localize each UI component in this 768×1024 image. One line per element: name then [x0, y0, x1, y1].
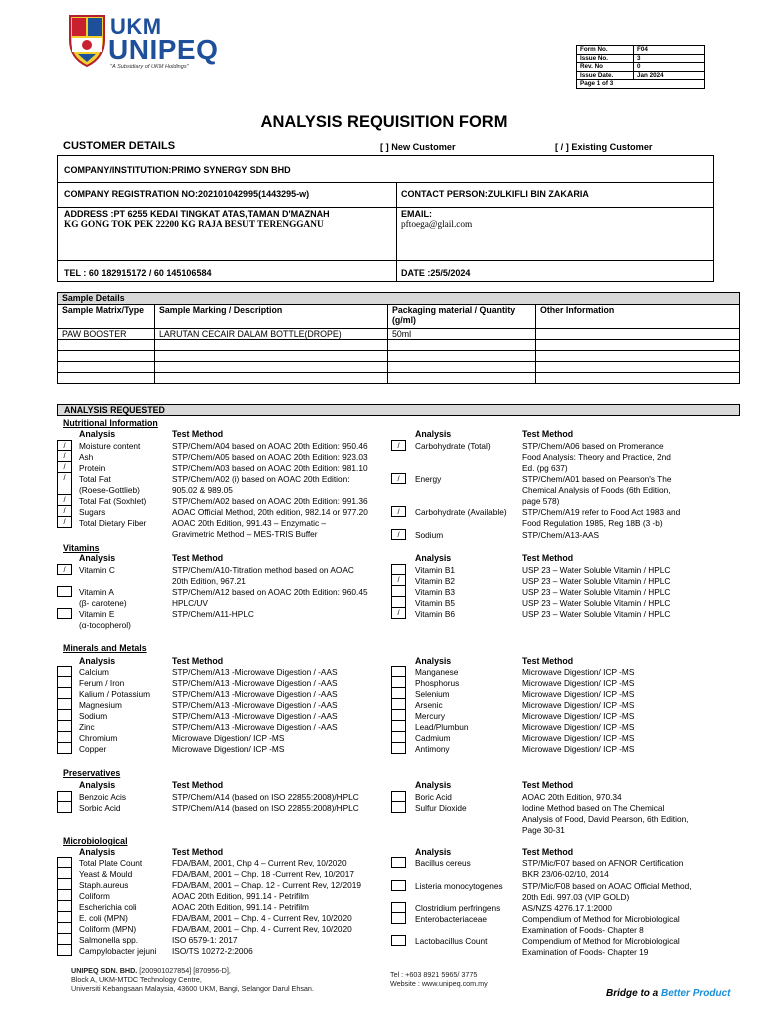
analysis-name: Kalium / Potassium	[79, 689, 151, 699]
pres-col-method-right: Test Method	[522, 780, 574, 790]
minerals-section-title: Minerals and Metals	[63, 643, 147, 653]
address-line-2[interactable]: KG GONG TOK PEK 22200 KG RAJA BESUT TERENGGANU	[64, 220, 324, 230]
arsenic-checkbox[interactable]	[391, 699, 406, 710]
e-coli-mpn-checkbox[interactable]	[57, 912, 72, 923]
test-method: Microwave Digestion/ ICP -MS	[522, 722, 635, 732]
nutritional-section-title: Nutritional Information	[63, 418, 158, 428]
analysis-name: Mercury	[415, 711, 445, 721]
footer-contact	[390, 970, 488, 988]
packaging-cell[interactable]: 50ml	[388, 329, 536, 340]
test-method: Microwave Digestion/ ICP -MS	[522, 689, 635, 699]
dietary-fiber-checkbox[interactable]: /	[57, 517, 72, 528]
test-method: USP 23 – Water Soluble Vitamin / HPLC	[522, 609, 671, 619]
min-col-method-right: Test Method	[522, 656, 574, 666]
col-sample-matrix: Sample Matrix/Type	[58, 305, 155, 329]
analysis-name: Vitamin B1	[415, 565, 455, 575]
analysis-name: Sulfur Dioxide	[415, 803, 467, 813]
analysis-name: Vitamin B2	[415, 576, 455, 586]
test-method: USP 23 – Water Soluble Vitamin / HPLC	[522, 576, 671, 586]
test-method: AOAC 20th Edition, 991.14 - Petrifilm	[172, 902, 309, 912]
analysis-name: Escherichia coli	[79, 902, 137, 912]
test-method: STP/Chem/A13 -Microwave Digestion / -AAS	[172, 711, 338, 721]
test-method: STP/Mic/F07 based on AFNOR Certification	[522, 858, 684, 868]
test-method: STP/Chem/A01 based on Pearson's The	[522, 474, 672, 484]
test-method: Gravimetric Method – MES-TRIS Buffer	[172, 529, 318, 539]
analysis-name: Total Dietary Fiber	[79, 518, 147, 528]
test-method: STP/Chem/A13 -Microwave Digestion / -AAS	[172, 700, 338, 710]
logo-ukm-text: UKM	[110, 14, 162, 39]
analysis-name: Calcium	[79, 667, 109, 677]
vit-col-analysis: Analysis	[79, 553, 116, 563]
total-fat-soxhlet-checkbox[interactable]: /	[57, 495, 72, 506]
test-method: STP/Chem/A19 refer to Food Act 1983 and	[522, 507, 681, 517]
vitamins-section-title: Vitamins	[63, 543, 100, 553]
analysis-name: Zinc	[79, 722, 95, 732]
campylobacter-checkbox[interactable]	[57, 945, 72, 956]
analysis-name: Arsenic	[415, 700, 443, 710]
test-method: STP/Chem/A13 -Microwave Digestion / -AAS	[172, 689, 338, 699]
test-method: Food Analysis: Theory and Practice, 2nd	[522, 452, 671, 462]
analysis-name: Vitamin C	[79, 565, 115, 575]
analysis-name: Chromium	[79, 733, 118, 743]
analysis-name: Salmonella spp.	[79, 935, 139, 945]
packaging-cell[interactable]	[388, 351, 536, 362]
test-method: STP/Chem/A02 (i) based on AOAC 20th Edition:	[172, 474, 350, 484]
nutri-col-method: Test Method	[172, 429, 224, 439]
nutri-col-method-right: Test Method	[522, 429, 574, 439]
company-field[interactable]: COMPANY/INSTITUTION:PRIMO SYNERGY SDN BHD	[64, 165, 291, 175]
sodium-checkbox[interactable]: /	[391, 529, 406, 540]
analysis-name: Enterobacteriaceae	[415, 914, 487, 924]
test-method: USP 23 – Water Soluble Vitamin / HPLC	[522, 587, 671, 597]
test-method: AS/NZS 4276.17.1:2000	[522, 903, 612, 913]
analysis-name: Cadmium	[415, 733, 451, 743]
date-field[interactable]: DATE :25/5/2024	[401, 268, 471, 278]
analysis-name: (α-tocopherol)	[79, 620, 131, 630]
test-method: Microwave Digestion/ ICP -MS	[522, 711, 635, 721]
carbohydrate-available-checkbox[interactable]: /	[391, 506, 406, 517]
test-method: Iodine Method based on The Chemical	[522, 803, 665, 813]
antimony-checkbox[interactable]	[391, 743, 406, 754]
copper-checkbox[interactable]	[57, 743, 72, 754]
test-method: STP/Chem/A04 based on AOAC 20th Edition: 950.46	[172, 441, 368, 451]
test-method: AOAC Official Method, 20th edition, 982.14 or 977.20	[172, 507, 368, 517]
table-row	[58, 351, 740, 362]
analysis-name: Total Fat (Soxhlet)	[79, 496, 147, 506]
analysis-name: E. coli (MPN)	[79, 913, 128, 923]
test-method: 20th Edition, 967.21	[172, 576, 246, 586]
footer-address-line-1: Block A, UKM-MTDC Technology Centre,	[71, 975, 202, 985]
form-title: ANALYSIS REQUISITION FORM	[260, 113, 508, 131]
listeria-checkbox[interactable]	[391, 880, 406, 891]
vitamin-e-checkbox[interactable]	[57, 608, 72, 619]
calcium-checkbox[interactable]	[57, 666, 72, 677]
test-method: 905.02 & 989.05	[172, 485, 233, 495]
analysis-name: Sorbic Acid	[79, 803, 121, 813]
vitamin-b6-checkbox[interactable]: /	[391, 608, 406, 619]
enterobacteriaceae-checkbox[interactable]	[391, 913, 406, 924]
carbohydrate-total-checkbox[interactable]: /	[391, 440, 406, 451]
protein-checkbox[interactable]: /	[57, 462, 72, 473]
vitamin-b3-checkbox[interactable]	[391, 586, 406, 597]
test-method: Compendium of Method for Microbiological	[522, 914, 680, 924]
sorbic-acid-checkbox[interactable]	[57, 802, 72, 813]
other-info-cell[interactable]	[536, 351, 740, 362]
col-sample-marking: Sample Marking / Description	[155, 305, 388, 329]
test-method: Page 30-31	[522, 825, 565, 835]
analysis-name: Lactobacillus Count	[415, 936, 488, 946]
chromium-checkbox[interactable]	[57, 732, 72, 743]
analysis-name: Sodium	[415, 530, 444, 540]
micro-col-analysis-right: Analysis	[415, 847, 452, 857]
page-number: Page 1 of 3	[577, 80, 705, 89]
sample-marking-cell[interactable]	[155, 351, 388, 362]
other-info-cell[interactable]	[536, 329, 740, 340]
vit-col-method: Test Method	[172, 553, 224, 563]
analysis-name: Ash	[79, 452, 94, 462]
test-method: STP/Chem/A14 (based on ISO 22855:2008)/HPLC	[172, 792, 359, 802]
phosphorus-checkbox[interactable]	[391, 677, 406, 688]
test-method: STP/Mic/F08 based on AOAC Official Method,	[522, 881, 692, 891]
registration-field[interactable]: COMPANY REGISTRATION NO:202101042995(1443295-w)	[64, 189, 310, 199]
boric-acid-checkbox[interactable]	[391, 791, 406, 802]
yeast-mould-checkbox[interactable]	[57, 868, 72, 879]
tagline-part-2: Better Product	[661, 988, 731, 999]
footer-address	[71, 966, 314, 994]
logo-subsidiary-text: "A Subsidiary of UKM Holdings"	[110, 64, 189, 70]
analysis-name: Campylobacter jejuni	[79, 946, 157, 956]
analysis-name: Sodium	[79, 711, 108, 721]
lactobacillus-checkbox[interactable]	[391, 935, 406, 946]
analysis-name: Phosphorus	[415, 678, 460, 688]
test-method: Analysis of Food, David Pearson, 6th Edition,	[522, 814, 689, 824]
analysis-name: Total Fat	[79, 474, 111, 484]
analysis-name: Manganese	[415, 667, 459, 677]
other-info-cell[interactable]	[536, 373, 740, 384]
analysis-requested-banner: ANALYSIS REQUESTED	[57, 404, 740, 416]
table-row	[58, 362, 740, 373]
test-method: 20th Edi. 997.03 (VIP GOLD)	[522, 892, 630, 902]
total-fat-checkbox[interactable]: /	[57, 473, 72, 495]
cadmium-checkbox[interactable]	[391, 732, 406, 743]
sample-marking-cell[interactable]: LARUTAN CECAIR DALAM BOTTLE(DROPE)	[155, 329, 388, 340]
form-no-value: F04	[634, 46, 705, 55]
test-method: Examination of Foods- Chapter 19	[522, 947, 649, 957]
test-method: FDA/BAM, 2001 – Chp. 4 - Current Rev, 10/2020	[172, 913, 352, 923]
staph-aureus-checkbox[interactable]	[57, 879, 72, 890]
total-plate-count-checkbox[interactable]	[57, 857, 72, 868]
test-method: Examination of Foods- Chapter 8	[522, 925, 644, 935]
vit-col-method-right: Test Method	[522, 553, 574, 563]
unipeq-crest-logo	[66, 12, 108, 70]
analysis-name: Antimony	[415, 744, 450, 754]
magnesium-checkbox[interactable]	[57, 699, 72, 710]
analysis-name: Boric Acid	[415, 792, 452, 802]
footer-website[interactable]: Website : www.unipeq.com.my	[390, 979, 488, 989]
mercury-checkbox[interactable]	[391, 710, 406, 721]
test-method: FDA/BAM, 2001 – Chap. 12 - Current Rev, 12/2019	[172, 880, 361, 890]
analysis-name: Energy	[415, 474, 442, 484]
test-method: FDA/BAM, 2001 – Chp. 18 -Current Rev, 10/2017	[172, 869, 355, 879]
test-method: Microwave Digestion/ ICP -MS	[522, 700, 635, 710]
vitamin-b5-checkbox[interactable]	[391, 597, 406, 608]
sugars-checkbox[interactable]: /	[57, 506, 72, 517]
footer-tagline	[606, 988, 730, 999]
analysis-name: Coliform (MPN)	[79, 924, 137, 934]
lead-checkbox[interactable]	[391, 721, 406, 732]
email-label: EMAIL:	[401, 209, 432, 219]
test-method: STP/Chem/A13 -Microwave Digestion / -AAS	[172, 667, 338, 677]
test-method: ISO/TS 10272-2:2006	[172, 946, 253, 956]
manganese-checkbox[interactable]	[391, 666, 406, 677]
moisture-checkbox[interactable]: /	[57, 440, 72, 451]
test-method: AOAC 20th Edition, 970.34	[522, 792, 622, 802]
existing-customer-option[interactable]: [ / ] Existing Customer	[555, 142, 653, 152]
vitamin-a-checkbox[interactable]	[57, 586, 72, 597]
analysis-name: Listeria monocytogenes	[415, 881, 503, 891]
micro-col-method-right: Test Method	[522, 847, 574, 857]
test-method: Food Regulation 1985, Reg 18B (3 -b)	[522, 518, 663, 528]
sodium-mineral-checkbox[interactable]	[57, 710, 72, 721]
packaging-cell[interactable]	[388, 362, 536, 373]
test-method: FDA/BAM, 2001, Chp 4 – Current Rev, 10/2020	[172, 858, 347, 868]
analysis-name: Coliform	[79, 891, 110, 901]
other-info-cell[interactable]	[536, 340, 740, 351]
sample-marking-cell[interactable]	[155, 373, 388, 384]
test-method: HPLC/UV	[172, 598, 208, 608]
form-info-table	[576, 45, 705, 89]
test-method: Compendium of Method for Microbiological	[522, 936, 680, 946]
zinc-checkbox[interactable]	[57, 721, 72, 732]
new-customer-option[interactable]: [ ] New Customer	[380, 142, 456, 152]
logo-unipeq-text: UNIPEQ	[108, 34, 219, 65]
analysis-name: Vitamin B3	[415, 587, 455, 597]
rev-no-label: Rev. No	[577, 63, 634, 72]
tagline-part-1: Bridge to a	[606, 988, 662, 999]
test-method: Microwave Digestion/ ICP -MS	[522, 667, 635, 677]
issue-date-label: Issue Date.	[577, 71, 634, 80]
test-method: STP/Chem/A06 based on Promerance	[522, 441, 664, 451]
pres-col-analysis-right: Analysis	[415, 780, 452, 790]
footer-company-name: UNIPEQ SDN. BHD.	[71, 966, 138, 975]
analysis-name: Staph.aureus	[79, 880, 129, 890]
test-method: Microwave Digestion/ ICP -MS	[172, 733, 285, 743]
bacillus-cereus-checkbox[interactable]	[391, 857, 406, 868]
sample-matrix-cell[interactable]	[58, 362, 155, 373]
micro-col-analysis: Analysis	[79, 847, 116, 857]
sample-marking-cell[interactable]	[155, 340, 388, 351]
analysis-name: Vitamin A	[79, 587, 114, 597]
test-method: USP 23 – Water Soluble Vitamin / HPLC	[522, 565, 671, 575]
analysis-name: Carbohydrate (Total)	[415, 441, 491, 451]
test-method: ISO 6579-1: 2017	[172, 935, 238, 945]
col-packaging: Packaging material / Quantity (g/ml)	[388, 305, 536, 329]
test-method: AOAC 20th Edition, 991.14 - Petrifilm	[172, 891, 309, 901]
analysis-name: Vitamin B6	[415, 609, 455, 619]
salmonella-checkbox[interactable]	[57, 934, 72, 945]
col-other-info: Other Information	[536, 305, 740, 329]
min-col-analysis: Analysis	[79, 656, 116, 666]
selenium-checkbox[interactable]	[391, 688, 406, 699]
e-coli-checkbox[interactable]	[57, 901, 72, 912]
vitamin-b2-checkbox[interactable]: /	[391, 575, 406, 586]
other-info-cell[interactable]	[536, 362, 740, 373]
vitamin-c-checkbox[interactable]: /	[57, 564, 72, 575]
vitamin-b1-checkbox[interactable]	[391, 564, 406, 575]
test-method: STP/Chem/A13 -Microwave Digestion / -AAS	[172, 678, 338, 688]
analysis-name: Vitamin B5	[415, 598, 455, 608]
analysis-name: Sugars	[79, 507, 106, 517]
table-row	[58, 340, 740, 351]
sample-details-banner: Sample Details	[58, 293, 740, 305]
sulfur-dioxide-checkbox[interactable]	[391, 802, 406, 813]
nutri-col-analysis-right: Analysis	[415, 429, 452, 439]
pres-col-method: Test Method	[172, 780, 224, 790]
microbiological-section-title: Microbiological	[63, 836, 128, 846]
test-method: Chemical Analysis of Foods (6th Edition,	[522, 485, 671, 495]
test-method: FDA/BAM, 2001 – Chp. 4 - Current Rev, 10/2020	[172, 924, 352, 934]
analysis-name: Benzoic Acis	[79, 792, 127, 802]
analysis-name: Protein	[79, 463, 106, 473]
min-col-method: Test Method	[172, 656, 224, 666]
footer-address-line-2: Universiti Kebangsaan Malaysia, 43600 UKM, Bangi, Selangor Darul Ehsan.	[71, 984, 314, 994]
potassium-checkbox[interactable]	[57, 688, 72, 699]
sample-matrix-cell[interactable]	[58, 373, 155, 384]
analysis-name: Clostridium perfringens	[415, 903, 501, 913]
test-method: STP/Chem/A13-AAS	[522, 530, 600, 540]
analysis-name: (β- carotene)	[79, 598, 127, 608]
test-method: page 578)	[522, 496, 560, 506]
issue-date-value: Jan 2024	[634, 71, 705, 80]
table-row	[58, 373, 740, 384]
packaging-cell[interactable]	[388, 373, 536, 384]
iron-checkbox[interactable]	[57, 677, 72, 688]
footer-telephone: Tel : +603 8921 5965/ 3775	[390, 970, 478, 979]
analysis-name: Carbohydrate (Available)	[415, 507, 507, 517]
test-method: STP/Chem/A03 based on AOAC 20th Edition: 981.10	[172, 463, 368, 473]
analysis-name: Yeast & Mould	[79, 869, 133, 879]
test-method: Microwave Digestion/ ICP -MS	[172, 744, 285, 754]
test-method: STP/Chem/A13 -Microwave Digestion / -AAS	[172, 722, 338, 732]
analysis-name: Bacillus cereus	[415, 858, 471, 868]
sample-marking-cell[interactable]	[155, 362, 388, 373]
customer-details-box	[57, 155, 714, 282]
coliform-mpn-checkbox[interactable]	[57, 923, 72, 934]
footer-registration: [200901027854] [870956-D],	[137, 966, 231, 975]
test-method: STP/Chem/A12 based on AOAC 20th Edition: 960.45	[172, 587, 368, 597]
test-method: Ed. (pg 637)	[522, 463, 568, 473]
analysis-name: Ferum / Iron	[79, 678, 125, 688]
packaging-cell[interactable]	[388, 340, 536, 351]
coliform-checkbox[interactable]	[57, 890, 72, 901]
analysis-name: Copper	[79, 744, 107, 754]
test-method: STP/Chem/A10-Titration method based on AOAC	[172, 565, 354, 575]
energy-checkbox[interactable]: /	[391, 473, 406, 484]
test-method: Microwave Digestion/ ICP -MS	[522, 744, 635, 754]
preservatives-section-title: Preservatives	[63, 768, 121, 778]
pres-col-analysis: Analysis	[79, 780, 116, 790]
test-method: Microwave Digestion/ ICP -MS	[522, 733, 635, 743]
benzoic-acid-checkbox[interactable]	[57, 791, 72, 802]
analysis-name: Magnesium	[79, 700, 122, 710]
email-field[interactable]: pftoega@glail.com	[401, 220, 473, 230]
sample-details-table	[57, 292, 740, 384]
test-method: STP/Chem/A11-HPLC	[172, 609, 254, 619]
analysis-name: Selenium	[415, 689, 450, 699]
form-no-label: Form No.	[577, 46, 634, 55]
nutri-col-analysis: Analysis	[79, 429, 116, 439]
test-method: STP/Chem/A02 based on AOAC 20th Edition: 991.36	[172, 496, 368, 506]
analysis-name: Vitamin E	[79, 609, 115, 619]
sample-matrix-cell[interactable]: PAW BOOSTER	[58, 329, 155, 340]
sample-matrix-cell[interactable]	[58, 340, 155, 351]
contact-person-field[interactable]: CONTACT PERSON:ZULKIFLI BIN ZAKARIA	[401, 189, 589, 199]
test-method: BKR 23/06-02/10, 2014	[522, 869, 609, 879]
customer-details-heading: CUSTOMER DETAILS	[63, 140, 176, 152]
sample-matrix-cell[interactable]	[58, 351, 155, 362]
analysis-name: Total Plate Count	[79, 858, 143, 868]
test-method: STP/Chem/A05 based on AOAC 20th Edition: 923.03	[172, 452, 368, 462]
analysis-name: Lead/Plumbun	[415, 722, 469, 732]
vit-col-analysis-right: Analysis	[415, 553, 452, 563]
issue-no-label: Issue No.	[577, 54, 634, 63]
micro-col-method: Test Method	[172, 847, 224, 857]
clostridium-checkbox[interactable]	[391, 902, 406, 913]
telephone-field[interactable]: TEL : 60 182915172 / 60 145106584	[64, 268, 212, 278]
test-method: AOAC 20th Edition, 991.43 – Enzymatic –	[172, 518, 327, 528]
issue-no-value: 3	[634, 54, 705, 63]
analysis-name: Moisture content	[79, 441, 141, 451]
test-method: USP 23 – Water Soluble Vitamin / HPLC	[522, 598, 671, 608]
address-line-1[interactable]: ADDRESS :PT 6255 KEDAI TINGKAT ATAS,TAMAN D'MAZNAH	[64, 209, 330, 219]
table-row	[58, 329, 740, 340]
rev-no-value: 0	[634, 63, 705, 72]
analysis-name: (Roese-Gottlieb)	[79, 485, 140, 495]
test-method: Microwave Digestion/ ICP -MS	[522, 678, 635, 688]
test-method: STP/Chem/A14 (based on ISO 22855:2008)/HPLC	[172, 803, 359, 813]
ash-checkbox[interactable]: /	[57, 451, 72, 462]
min-col-analysis-right: Analysis	[415, 656, 452, 666]
